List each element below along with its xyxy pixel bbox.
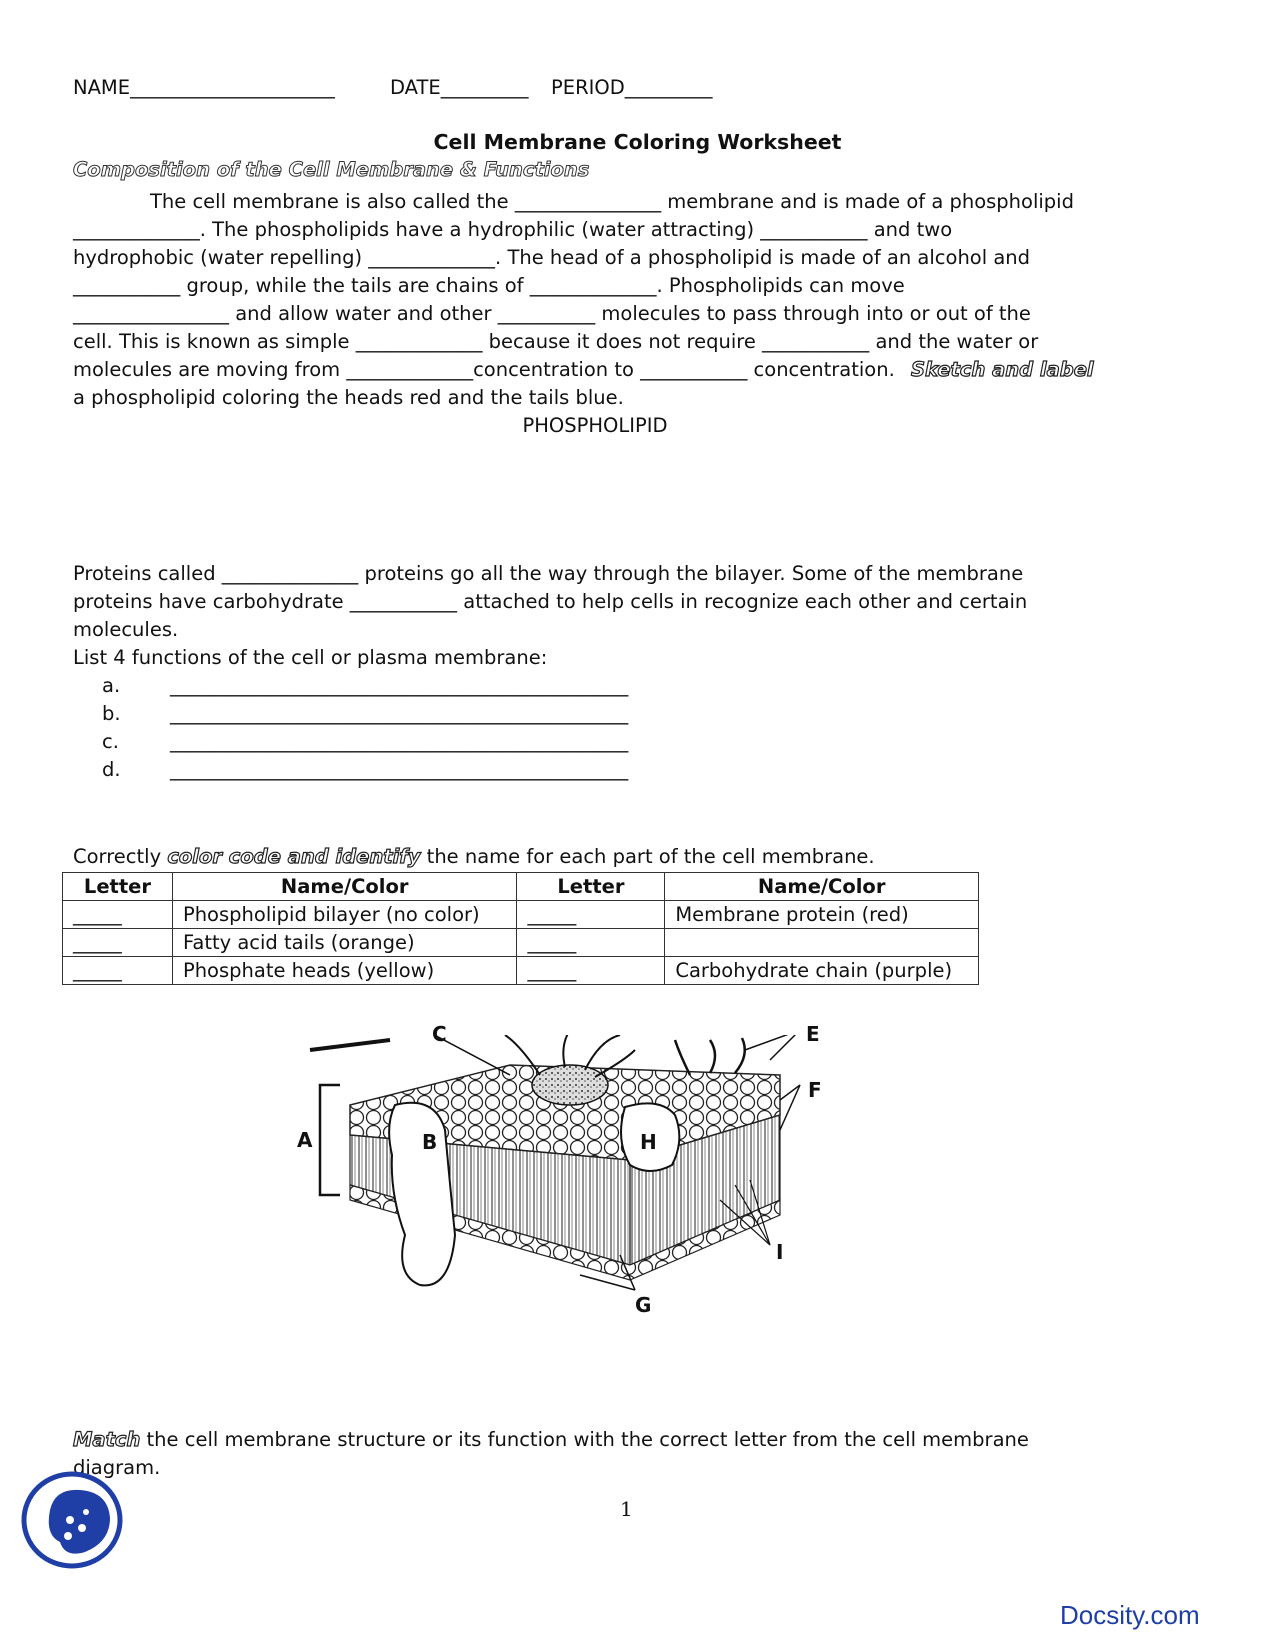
diagram-label-b: B <box>422 1130 438 1154</box>
table-cell: Membrane protein (red) <box>665 901 979 929</box>
paragraph-line: molecules. <box>73 618 179 641</box>
match-emphasis: Match <box>73 1428 141 1451</box>
date-field[interactable]: DATE_________ <box>390 76 529 99</box>
instruction-text: Correctly <box>73 845 162 868</box>
blank-label-line <box>310 1040 390 1050</box>
function-blank-b[interactable]: _______________________________________________ <box>170 702 629 725</box>
paragraph-line: a phospholipid coloring the heads red and the tails blue. <box>73 386 624 409</box>
color-code-emphasis: color code and identify <box>167 845 421 868</box>
section-subtitle: Composition of the Cell Membrane & Functions <box>73 158 590 181</box>
glycoprotein-c <box>532 1065 608 1105</box>
color-code-table <box>62 872 979 985</box>
table-cell: Phosphate heads (yellow) <box>172 957 517 985</box>
list-intro: List 4 functions of the cell or plasma membrane: <box>73 646 548 669</box>
diagram-label-e: E <box>806 1022 820 1046</box>
table-header: Letter <box>63 873 173 901</box>
letter-blank[interactable]: _____ <box>517 957 665 985</box>
carbohydrate-chains-e <box>675 1038 745 1075</box>
letter-blank[interactable]: _____ <box>63 901 173 929</box>
bracket-a <box>320 1085 340 1195</box>
table-cell <box>665 929 979 957</box>
table-row <box>63 957 979 985</box>
instruction-text: the cell membrane structure or its function with the correct letter from the cell membrane <box>146 1428 1029 1451</box>
list-item-letter: c. <box>102 730 119 753</box>
name-field[interactable]: NAME_____________________ <box>73 76 335 99</box>
table-header: Name/Color <box>665 873 979 901</box>
paragraph-line: hydrophobic (water repelling) _____________. The head of a phospholipid is made of an alcohol and <box>73 246 1031 269</box>
diagram-label-f: F <box>808 1078 822 1102</box>
docsity-watermark[interactable]: Docsity.com <box>1060 1600 1200 1630</box>
table-cell: Fatty acid tails (orange) <box>172 929 517 957</box>
paragraph-line: ___________ group, while the tails are chains of _____________. Phospholipids can move <box>73 274 905 297</box>
list-item-letter: d. <box>102 758 121 781</box>
letter-blank[interactable]: _____ <box>517 929 665 957</box>
table-header: Letter <box>517 873 665 901</box>
table-cell: Phospholipid bilayer (no color) <box>172 901 517 929</box>
match-instruction <box>73 1426 1029 1454</box>
paragraph-text: molecules are moving from _____________concentration to ___________ concentration. <box>73 358 895 381</box>
table-header-row <box>63 873 979 901</box>
letter-blank[interactable]: _____ <box>63 929 173 957</box>
color-instruction <box>73 843 875 871</box>
function-blank-d[interactable]: _______________________________________________ <box>170 758 629 781</box>
paragraph-line: The cell membrane is also called the _______________ membrane and is made of a phospholipid <box>150 190 1074 213</box>
letter-blank[interactable]: _____ <box>517 901 665 929</box>
paragraph-line <box>73 356 1094 384</box>
paragraph-line: cell. This is known as simple _____________ because it does not require ___________ and the water or <box>73 330 1039 353</box>
table-row <box>63 901 979 929</box>
paragraph-line: _____________. The phospholipids have a hydrophilic (water attracting) ___________ and two <box>73 218 953 241</box>
diagram-label-a: A <box>297 1128 313 1152</box>
letter-blank[interactable]: _____ <box>63 957 173 985</box>
sketch-label-instruction: Sketch and label <box>911 358 1094 381</box>
table-cell: Carbohydrate chain (purple) <box>665 957 979 985</box>
page-number: 1 <box>620 1497 633 1521</box>
paragraph-line: ________________ and allow water and other __________ molecules to pass through into or out of the <box>73 302 1031 325</box>
function-blank-a[interactable]: _______________________________________________ <box>170 674 629 697</box>
cell-membrane-diagram <box>280 1035 880 1355</box>
phospholipid-label: PHOSPHOLIPID <box>522 414 668 437</box>
instruction-text: the name for each part of the cell membrane. <box>426 845 875 868</box>
diagram-label-g: G <box>635 1293 652 1317</box>
list-item-letter: b. <box>102 702 121 725</box>
period-field[interactable]: PERIOD_________ <box>551 76 713 99</box>
match-instruction-line2: diagram. <box>73 1456 161 1479</box>
docsity-logo-icon <box>20 1470 130 1570</box>
function-blank-c[interactable]: _______________________________________________ <box>170 730 629 753</box>
diagram-label-i: I <box>776 1240 784 1264</box>
diagram-label-h: H <box>640 1130 657 1154</box>
table-row <box>63 929 979 957</box>
paragraph-line: Proteins called ______________ proteins go all the way through the bilayer. Some of the membrane <box>73 562 1024 585</box>
page-title: Cell Membrane Coloring Worksheet <box>433 130 842 154</box>
diagram-label-c: C <box>432 1022 447 1046</box>
table-header: Name/Color <box>172 873 517 901</box>
paragraph-line: proteins have carbohydrate ___________ attached to help cells in recognize each other and certain <box>73 590 1028 613</box>
list-item-letter: a. <box>102 674 121 697</box>
